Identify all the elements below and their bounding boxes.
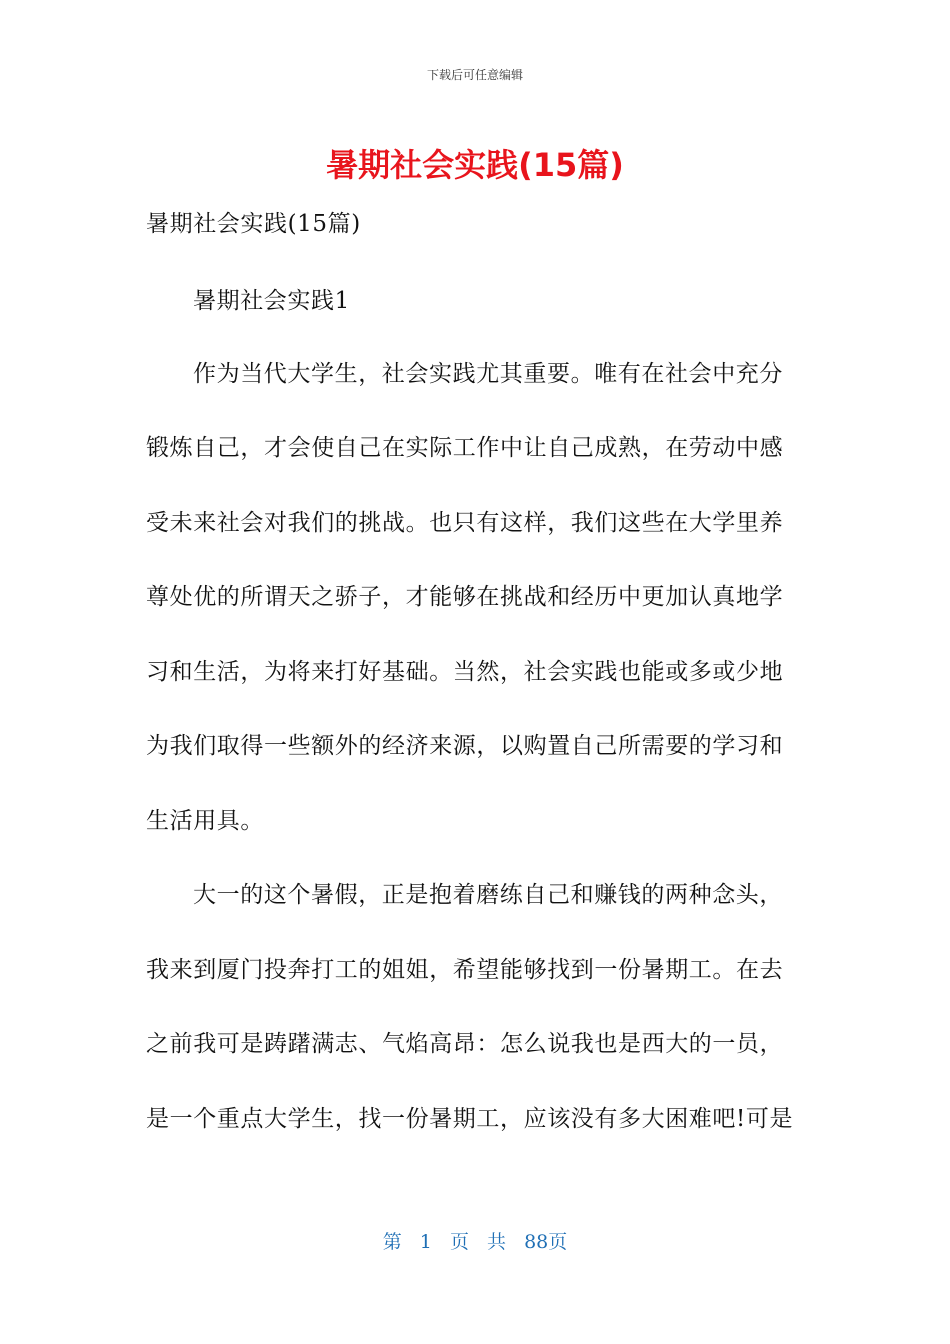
header-note: 下载后可任意编辑 (426, 68, 523, 82)
paragraph-line: 尊处优的所谓天之骄子，才能够在挑战和经历中更加认真地学 (146, 584, 784, 610)
paragraph-line: 作为当代大学生，社会实践尤其重要。唯有在社会中充分 (193, 361, 783, 387)
page-footer (0, 1227, 950, 1254)
paragraph-line: 受未来社会对我们的挑战。也只有这样，我们这些在大学里养 (146, 510, 784, 536)
footer-label-gong: 共 (487, 1231, 507, 1253)
paragraph-line: 锻炼自己，才会使自己在实际工作中让自己成熟，在劳动中感 (146, 435, 784, 461)
footer-current-page: 1 (419, 1231, 432, 1253)
footer-label-di: 第 (382, 1231, 402, 1253)
section-heading: 暑期社会实践1 (193, 288, 350, 314)
paragraph-line: 大一的这个暑假，正是抱着磨练自己和赚钱的两种念头， (193, 882, 783, 908)
paragraph-line: 我来到厦门投奔打工的姐姐，希望能够找到一份暑期工。在去 (146, 957, 784, 983)
subtitle-line: 暑期社会实践(15篇) (146, 211, 361, 237)
footer-total-pages: 88页 (524, 1231, 568, 1253)
paragraph-line: 习和生活，为将来打好基础。当然，社会实践也能或多或少地 (146, 659, 784, 685)
paragraph-line: 是一个重点大学生，找一份暑期工，应该没有多大困难吧!可是 (146, 1106, 794, 1132)
paragraph-line: 生活用具。 (146, 808, 264, 834)
paragraph-line: 之前我可是踌躇满志、气焰高昂：怎么说我也是西大的一员， (146, 1031, 784, 1057)
footer-label-ye: 页 (449, 1231, 469, 1253)
document-title: 暑期社会实践(15篇) (326, 146, 624, 184)
paragraph-line: 为我们取得一些额外的经济来源，以购置自己所需要的学习和 (146, 733, 784, 759)
